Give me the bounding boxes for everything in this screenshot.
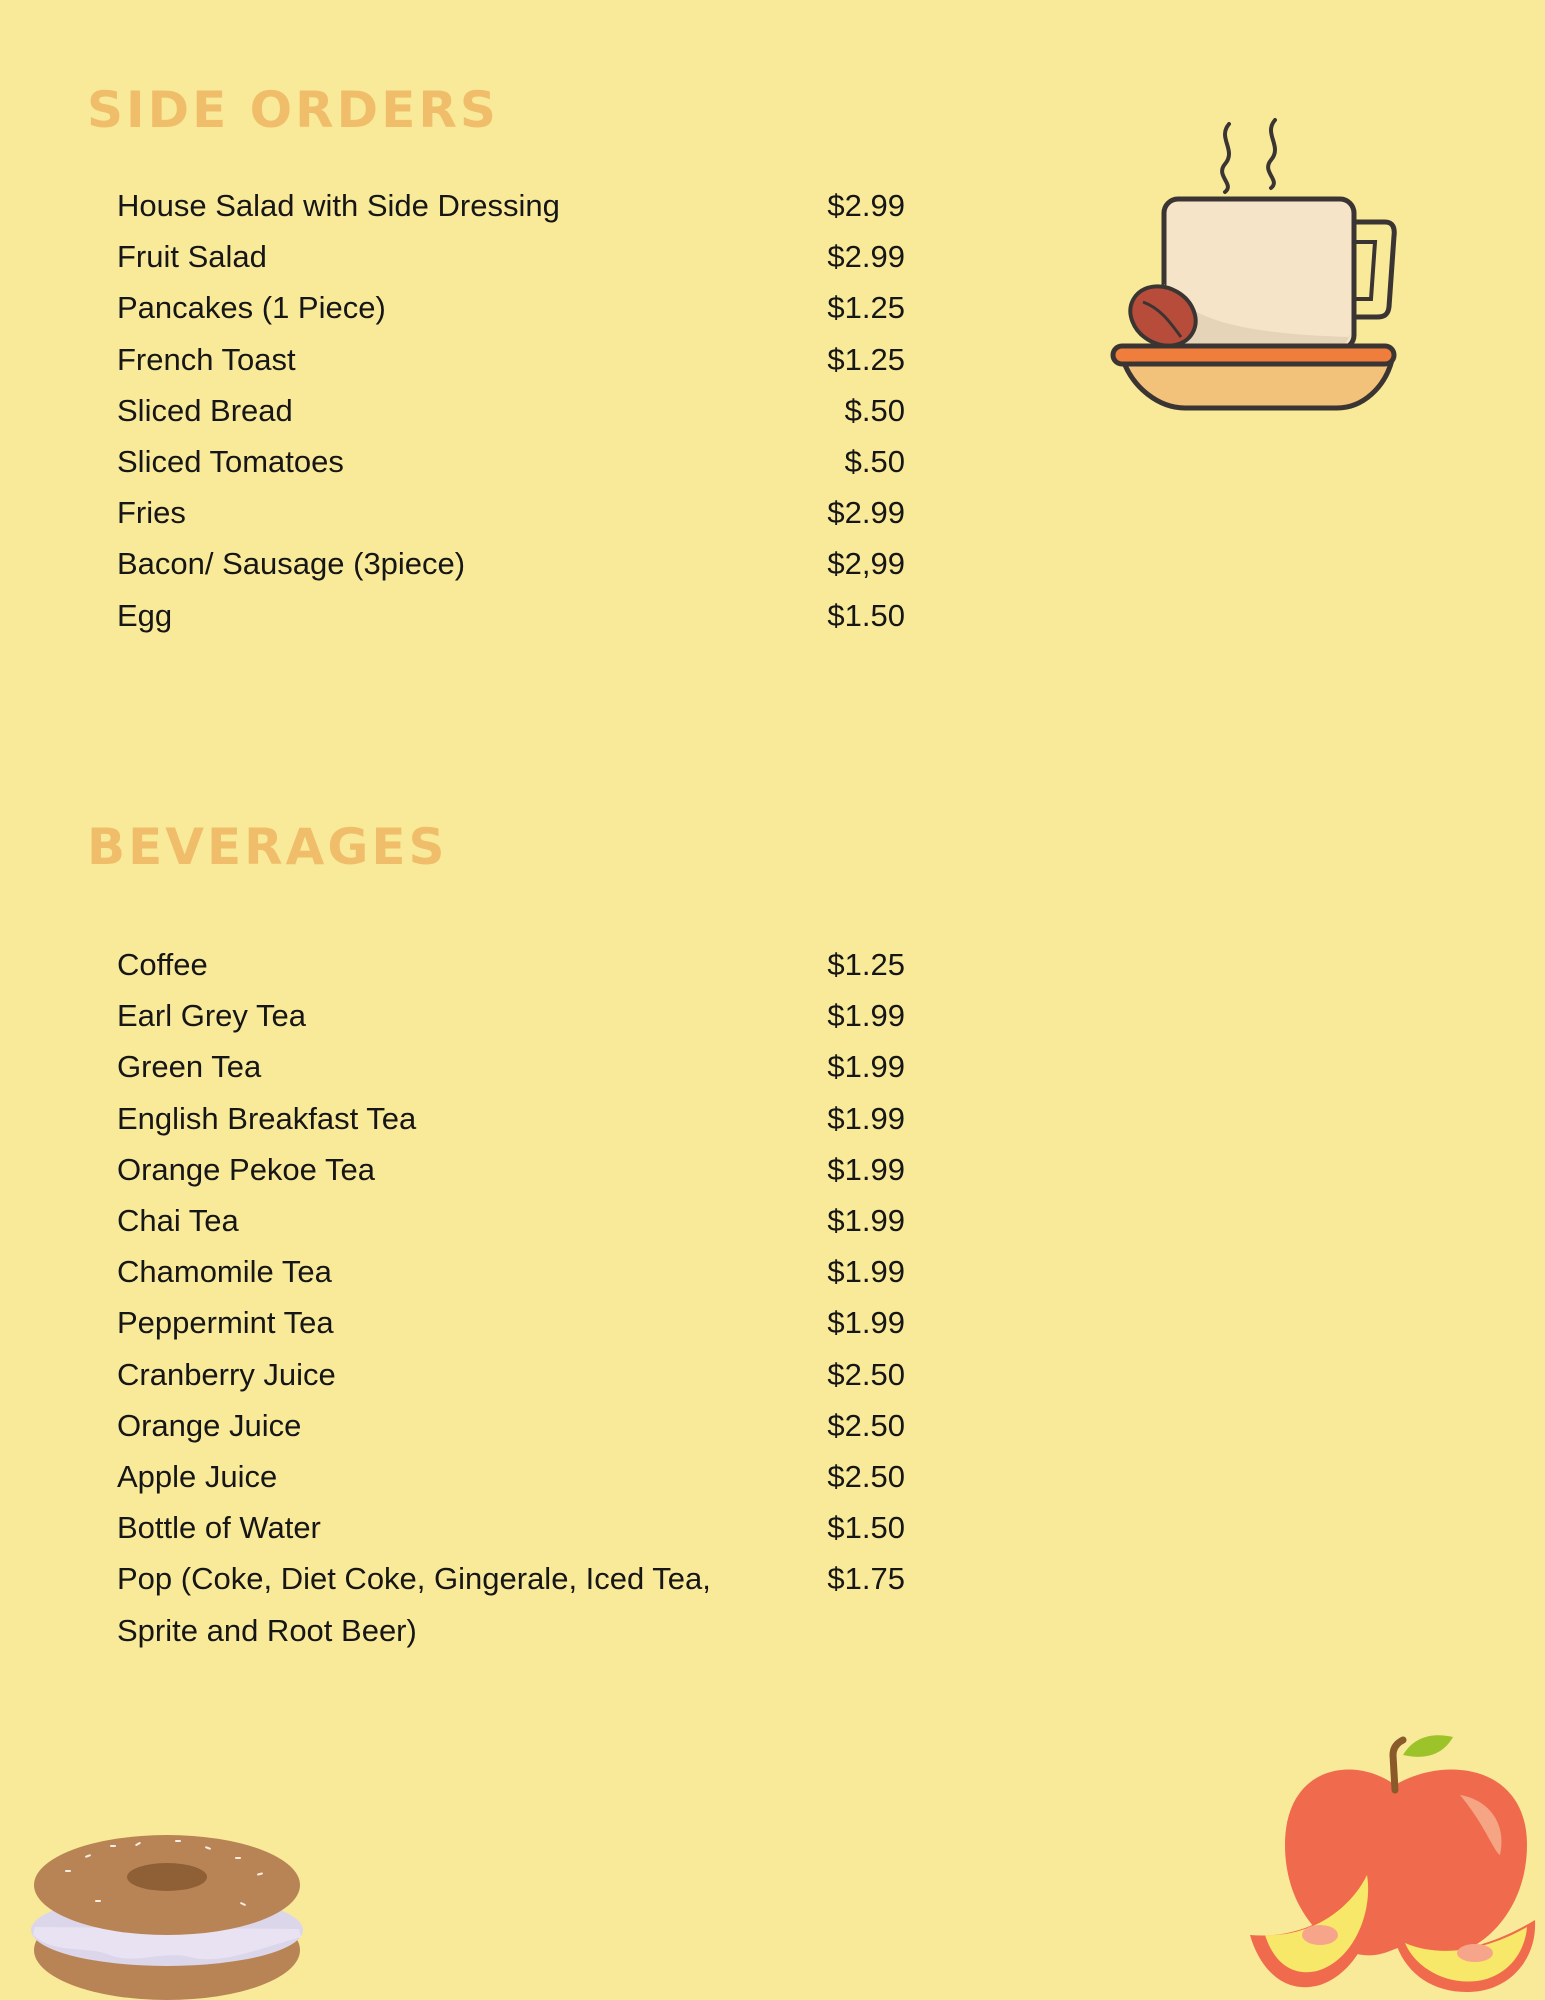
menu-item [117, 1502, 917, 1553]
item-name: Peppermint Tea [117, 1305, 334, 1341]
item-price: $1.25 [827, 341, 905, 377]
item-price: $.50 [844, 392, 905, 428]
menu-item [117, 1041, 917, 1092]
item-price: $1.99 [827, 1203, 905, 1239]
item-price: $2.50 [827, 1459, 905, 1495]
item-price: $1.25 [827, 947, 905, 982]
item-name: Orange Juice [117, 1407, 302, 1443]
item-price: $1.50 [827, 1510, 905, 1546]
item-name: English Breakfast Tea [117, 1100, 417, 1136]
item-price: $2.99 [827, 188, 905, 223]
item-name: French Toast [117, 341, 296, 377]
item-price: $1.99 [827, 1100, 905, 1136]
item-name: Chamomile Tea [117, 1254, 332, 1290]
menu-item [117, 436, 917, 487]
menu-item [117, 1553, 917, 1655]
menu-item [117, 1246, 917, 1297]
item-name: Egg [117, 597, 173, 633]
side-orders-title: SIDE ORDERS [87, 81, 499, 139]
item-name: Pancakes (1 Piece) [117, 290, 386, 326]
item-name: Pop (Coke, Diet Coke, Gingerale, Iced Tea, Sprite and Root Beer) [117, 1561, 711, 1648]
item-price: $1.75 [827, 1561, 905, 1597]
item-name: Sliced Tomatoes [117, 444, 344, 480]
item-price: $.50 [844, 444, 905, 480]
menu-item [117, 1195, 917, 1246]
item-price: $2.50 [827, 1356, 905, 1392]
menu-item [117, 385, 917, 436]
item-name: Cranberry Juice [117, 1356, 336, 1392]
item-name: Chai Tea [117, 1203, 239, 1239]
beverages-list [117, 939, 917, 1656]
menu-item [117, 1400, 917, 1451]
menu-item [117, 334, 917, 385]
menu-item [117, 1297, 917, 1348]
item-name: Fries [117, 495, 186, 531]
menu-item [117, 487, 917, 538]
menu-item [117, 231, 917, 282]
item-price: $1.25 [827, 290, 905, 326]
menu-item [117, 1451, 917, 1502]
item-price: $2.99 [827, 239, 905, 275]
menu-item [117, 1144, 917, 1195]
item-name: Apple Juice [117, 1459, 278, 1495]
item-name: Orange Pekoe Tea [117, 1151, 375, 1187]
coffee-cup-icon [1105, 112, 1400, 417]
item-price: $2.50 [827, 1407, 905, 1443]
bagel-icon [25, 1825, 310, 2000]
apple-icon [1245, 1715, 1545, 2000]
menu-item [117, 538, 917, 589]
menu-item [117, 1349, 917, 1400]
item-price: $2,99 [827, 546, 905, 582]
item-name: Sliced Bread [117, 392, 293, 428]
beverages-title: BEVERAGES [87, 818, 448, 876]
side-orders-list [117, 180, 917, 641]
menu-item [117, 180, 917, 231]
item-name: Earl Grey Tea [117, 998, 306, 1034]
item-price: $1.99 [827, 1049, 905, 1085]
menu-item [117, 1093, 917, 1144]
item-price: $1.99 [827, 1151, 905, 1187]
item-price: $1.99 [827, 1254, 905, 1290]
item-name: House Salad with Side Dressing [117, 188, 560, 223]
item-name: Green Tea [117, 1049, 262, 1085]
menu-item [117, 990, 917, 1041]
item-price: $1.99 [827, 998, 905, 1034]
menu-item [117, 939, 917, 990]
item-name: Coffee [117, 947, 208, 982]
item-name: Bottle of Water [117, 1510, 321, 1546]
item-price: $2.99 [827, 495, 905, 531]
item-name: Bacon/ Sausage (3piece) [117, 546, 466, 582]
item-name: Fruit Salad [117, 239, 267, 275]
item-price: $1.99 [827, 1305, 905, 1341]
item-price: $1.50 [827, 597, 905, 633]
menu-item [117, 282, 917, 333]
menu-item [117, 590, 917, 641]
